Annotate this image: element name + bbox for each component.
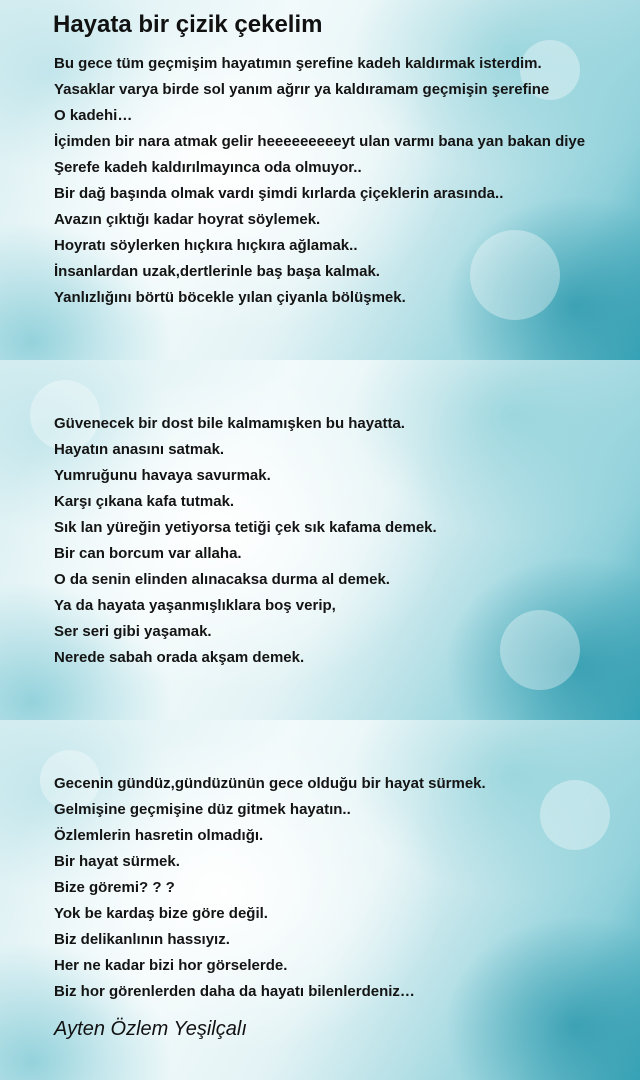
poem-line: Hoyratı söylerken hıçkıra hıçkıra ağlamak..	[54, 237, 358, 254]
poem-line: Şerefe kadeh kaldırılmayınca oda olmuyor..	[54, 159, 362, 176]
poem-line: Bir can borcum var allaha.	[54, 545, 242, 562]
poem-line: Yumruğunu havaya savurmak.	[54, 467, 271, 484]
poem-panel-1	[0, 0, 640, 360]
poem-line: Bize göremi? ? ?	[54, 879, 175, 896]
poem-line: Nerede sabah orada akşam demek.	[54, 649, 305, 666]
poem-panel-2	[0, 360, 640, 720]
poem-line: Bir dağ başında olmak vardı şimdi kırlarda çiçeklerin arasında..	[54, 185, 504, 202]
poem-line: İnsanlardan uzak,dertlerinle baş başa kalmak.	[54, 263, 380, 280]
poem-line: Hayatın anasını satmak.	[54, 441, 225, 458]
poem-panel-3	[0, 720, 640, 1080]
poem-line: Sık lan yüreğin yetiyorsa tetiği çek sık kafama demek.	[54, 519, 437, 536]
poem-line: Ser seri gibi yaşamak.	[54, 623, 212, 640]
poem-line: Yasaklar varya birde sol yanım ağrır ya kaldıramam geçmişin şerefine	[54, 81, 550, 98]
poem-line: Gecenin gündüz,gündüzünün gece olduğu bir hayat sürmek.	[54, 775, 486, 792]
poem-line: Özlemlerin hasretin olmadığı.	[54, 827, 264, 844]
poem-line: O kadehi…	[54, 107, 133, 124]
poem-line: Biz delikanlının hassıyız.	[54, 931, 230, 948]
poem-line: Bu gece tüm geçmişim hayatımın şerefine kadeh kaldırmak isterdim.	[54, 55, 542, 72]
bokeh-light	[540, 780, 610, 850]
poem-title: Hayata bir çizik çekelim	[53, 11, 323, 38]
stanza-1	[54, 51, 585, 311]
poem-line: Biz hor görenlerden daha da hayatı bilenlerdeniz…	[54, 983, 415, 1000]
poem-line: Bir hayat sürmek.	[54, 853, 180, 870]
poem-line: Yok be kardaş bize göre değil.	[54, 905, 268, 922]
stanza-3	[54, 771, 486, 1005]
poem-line: Gelmişine geçmişine düz gitmek hayatın..	[54, 801, 351, 818]
poem-line: Ya da hayata yaşanmışlıklara boş verip,	[54, 597, 336, 614]
stanza-2	[54, 411, 437, 671]
poem-author: Ayten Özlem Yeşilçalı	[54, 1018, 247, 1040]
poem-line: Her ne kadar bizi hor görselerde.	[54, 957, 288, 974]
poem-line: O da senin elinden alınacaksa durma al demek.	[54, 571, 390, 588]
poem-line: Karşı çıkana kafa tutmak.	[54, 493, 235, 510]
poem-line: Güvenecek bir dost bile kalmamışken bu hayatta.	[54, 415, 405, 432]
poem-line: Yanlızlığını börtü böcekle yılan çiyanla bölüşmek.	[54, 289, 406, 306]
bokeh-light	[500, 610, 580, 690]
poem-line: Avazın çıktığı kadar hoyrat söylemek.	[54, 211, 321, 228]
poem-line: İçimden bir nara atmak gelir heeeeeeeeeyt ulan varmı bana yan bakan diye	[54, 133, 586, 150]
